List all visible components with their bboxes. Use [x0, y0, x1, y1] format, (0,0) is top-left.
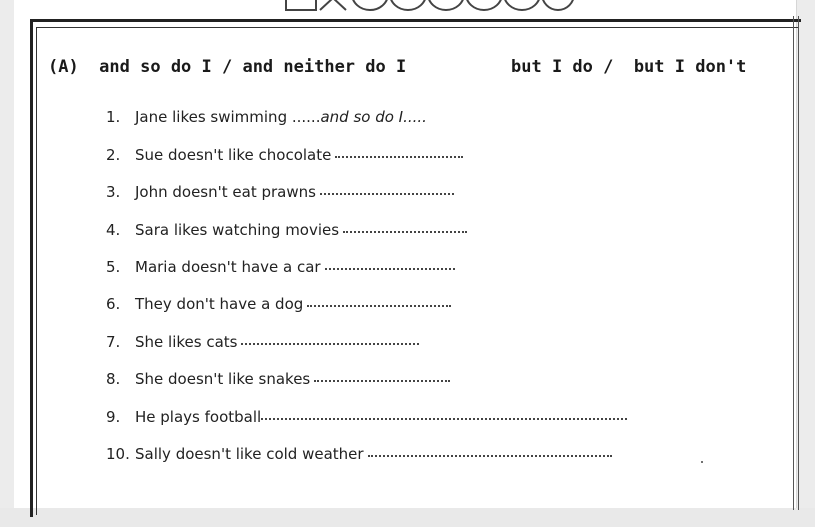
exercise-heading-left: (A) and so do I / and neither do I — [48, 57, 407, 77]
item-sentence: Jane likes swimming ...... — [135, 108, 321, 126]
answer-blank[interactable] — [335, 155, 463, 158]
exercise-item — [106, 258, 455, 276]
exercise-heading-right: but I do / but I don't — [511, 57, 747, 77]
item-sentence: He plays football — [135, 408, 262, 426]
exercise-item — [106, 183, 454, 201]
exercise-item — [106, 146, 463, 164]
item-sentence: She likes cats — [135, 333, 238, 351]
item-sentence: Sue doesn't like chocolate — [135, 146, 332, 164]
item-sentence: They don't have a dog — [135, 295, 304, 313]
item-sentence: John doesn't eat prawns — [135, 183, 316, 201]
item-sentence: Sally doesn't like cold weather — [135, 445, 364, 463]
cut-off-title-graphic — [284, 0, 576, 12]
answer-blank[interactable] — [320, 192, 454, 195]
exercise-item — [106, 108, 427, 126]
exercise-item — [106, 408, 627, 426]
answer-blank[interactable] — [314, 379, 450, 382]
item-number: 3. — [106, 183, 121, 201]
exercise-item — [106, 221, 467, 239]
item-number: 5. — [106, 258, 121, 276]
item-answer: and so do I..... — [320, 108, 427, 126]
item-number: 9. — [106, 408, 121, 426]
item-number: 10. — [106, 445, 130, 463]
answer-blank[interactable] — [343, 230, 467, 233]
exercise-item — [106, 295, 451, 313]
item-number: 2. — [106, 146, 121, 164]
answer-blank[interactable] — [241, 342, 419, 345]
answer-blank[interactable] — [325, 267, 455, 270]
item-sentence: Maria doesn't have a car — [135, 258, 321, 276]
answer-blank[interactable] — [368, 454, 612, 457]
exercise-item — [106, 445, 612, 463]
exercise-item — [106, 333, 419, 351]
item-number: 6. — [106, 295, 121, 313]
item-number: 4. — [106, 221, 121, 239]
item-sentence: Sara likes watching movies — [135, 221, 340, 239]
item-number: 7. — [106, 333, 121, 351]
item-number: 1. — [106, 108, 121, 126]
stray-mark — [701, 461, 703, 463]
answer-blank[interactable] — [307, 304, 451, 307]
item-number: 8. — [106, 370, 121, 388]
item-sentence: She doesn't like snakes — [135, 370, 311, 388]
answer-blank[interactable] — [261, 417, 627, 420]
worksheet-frame-right-edge — [793, 16, 799, 510]
exercise-item — [106, 370, 450, 388]
